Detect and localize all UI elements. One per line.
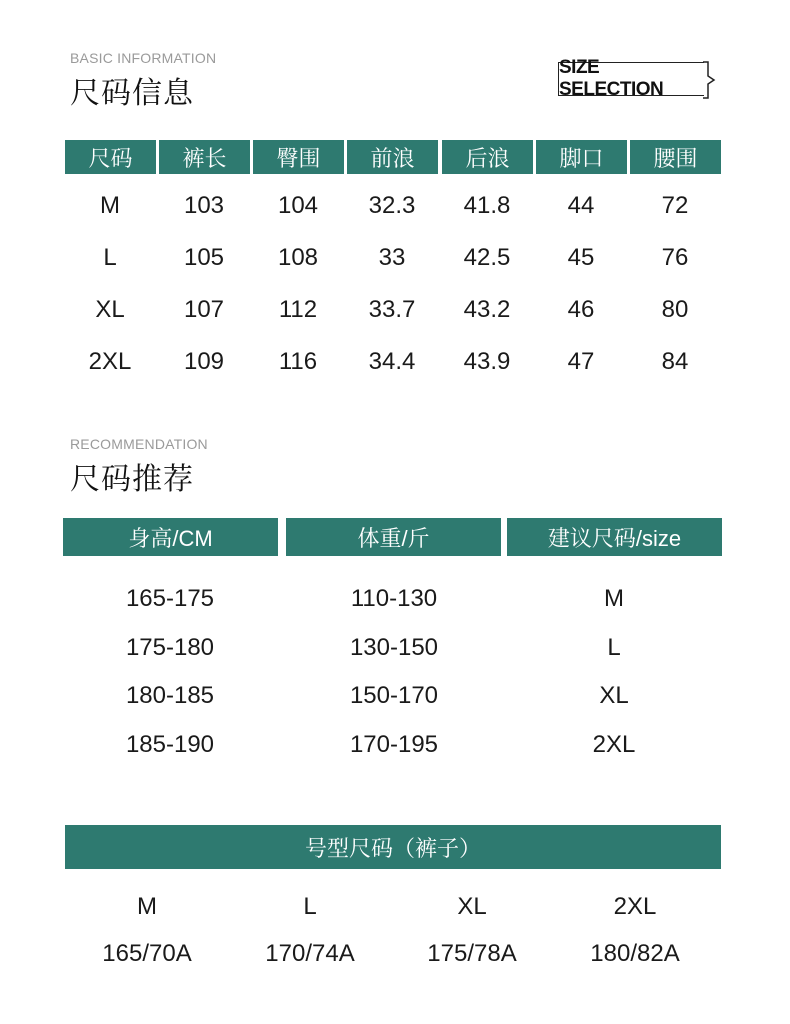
basic-table-cell: 108	[277, 244, 319, 271]
recommend-header-cell: 体重/斤	[286, 518, 501, 556]
recommend-table-cell: 175-180	[125, 634, 215, 661]
basic-header-cell: 臀围	[253, 140, 344, 174]
basic-table-cell: 2XL	[88, 348, 132, 375]
badge-label: SIZE SELECTION	[559, 57, 664, 100]
badge-bracket-icon	[702, 61, 716, 99]
basic-table-cell: 43.9	[463, 348, 511, 375]
basic-table-cell: 45	[567, 244, 595, 271]
basic-table-cell: 46	[567, 296, 595, 323]
basic-table-cell: 104	[277, 192, 319, 219]
basic-table-cell: 112	[278, 296, 318, 323]
basic-table-cell: XL	[95, 296, 125, 323]
model-code-cell: 170/74A	[265, 940, 355, 967]
basic-table-cell: 47	[567, 348, 595, 375]
basic-table-cell: M	[100, 192, 120, 219]
recommend-table-cell: 165-175	[125, 585, 215, 612]
recommend-table-row	[0, 676, 790, 716]
model-code-cell: 180/82A	[590, 940, 680, 967]
model-code-cell: 165/70A	[102, 940, 192, 967]
basic-header-cell: 后浪	[442, 140, 533, 174]
basic-header-cell: 脚口	[536, 140, 627, 174]
recommend-table-cell: 150-170	[349, 682, 439, 709]
recommend-table-row	[0, 579, 790, 619]
basic-table-row	[0, 290, 790, 330]
model-code-row	[0, 934, 790, 974]
recommend-header-cell: 建议尺码/size	[507, 518, 722, 556]
basic-table-cell: 105	[183, 244, 225, 271]
recommend-title: 尺码推荐	[70, 463, 194, 496]
basic-table-cell: 107	[183, 296, 225, 323]
basic-title: 尺码信息	[70, 77, 194, 110]
basic-table-cell: 109	[183, 348, 225, 375]
basic-table-cell: L	[103, 244, 117, 271]
basic-header-cell: 前浪	[347, 140, 438, 174]
size-selection-badge	[558, 57, 704, 100]
model-code-cell: 175/78A	[427, 940, 517, 967]
basic-table-cell: 76	[661, 244, 689, 271]
basic-table-row	[0, 238, 790, 278]
recommend-header-cell: 身高/CM	[63, 518, 278, 556]
recommend-subtitle: RECOMMENDATION	[70, 436, 208, 452]
basic-subtitle: BASIC INFORMATION	[70, 50, 217, 66]
recommend-table-cell: 185-190	[125, 731, 215, 758]
recommend-table-row	[0, 628, 790, 668]
basic-table-cell: 34.4	[368, 348, 416, 375]
model-size-cell: M	[137, 893, 157, 920]
basic-table-cell: 116	[278, 348, 318, 375]
model-size-cell: L	[303, 893, 317, 920]
recommend-table-cell: 180-185	[125, 682, 215, 709]
model-size-banner	[65, 825, 721, 869]
recommend-table-cell: 110-130	[350, 585, 438, 612]
recommend-table-cell: 170-195	[349, 731, 439, 758]
model-size-row	[0, 887, 790, 927]
basic-table-cell: 32.3	[368, 192, 416, 219]
basic-table-cell: 43.2	[463, 296, 511, 323]
recommend-table-row	[0, 725, 790, 765]
basic-table-row	[0, 342, 790, 382]
basic-table-cell: 41.8	[463, 192, 511, 219]
basic-table-row	[0, 186, 790, 226]
model-size-title: 号型尺码（裤子）	[304, 835, 481, 861]
basic-table-cell: 44	[567, 192, 595, 219]
recommend-table-cell: 2XL	[592, 731, 636, 758]
basic-table-cell: 72	[661, 192, 689, 219]
basic-table-cell: 33	[378, 244, 406, 271]
basic-table-cell: 103	[183, 192, 225, 219]
basic-header-cell: 腰围	[630, 140, 721, 174]
recommend-table-cell: XL	[599, 682, 629, 709]
basic-header-cell: 尺码	[65, 140, 156, 174]
model-size-cell: 2XL	[613, 893, 657, 920]
basic-table-cell: 84	[661, 348, 689, 375]
basic-header-cell: 裤长	[159, 140, 250, 174]
recommend-table-cell: M	[604, 585, 624, 612]
basic-table-cell: 80	[661, 296, 689, 323]
basic-table-cell: 42.5	[463, 244, 511, 271]
basic-table-cell: 33.7	[368, 296, 416, 323]
recommend-table-cell: 130-150	[349, 634, 439, 661]
model-size-cell: XL	[457, 893, 487, 920]
recommend-table-cell: L	[607, 634, 621, 661]
